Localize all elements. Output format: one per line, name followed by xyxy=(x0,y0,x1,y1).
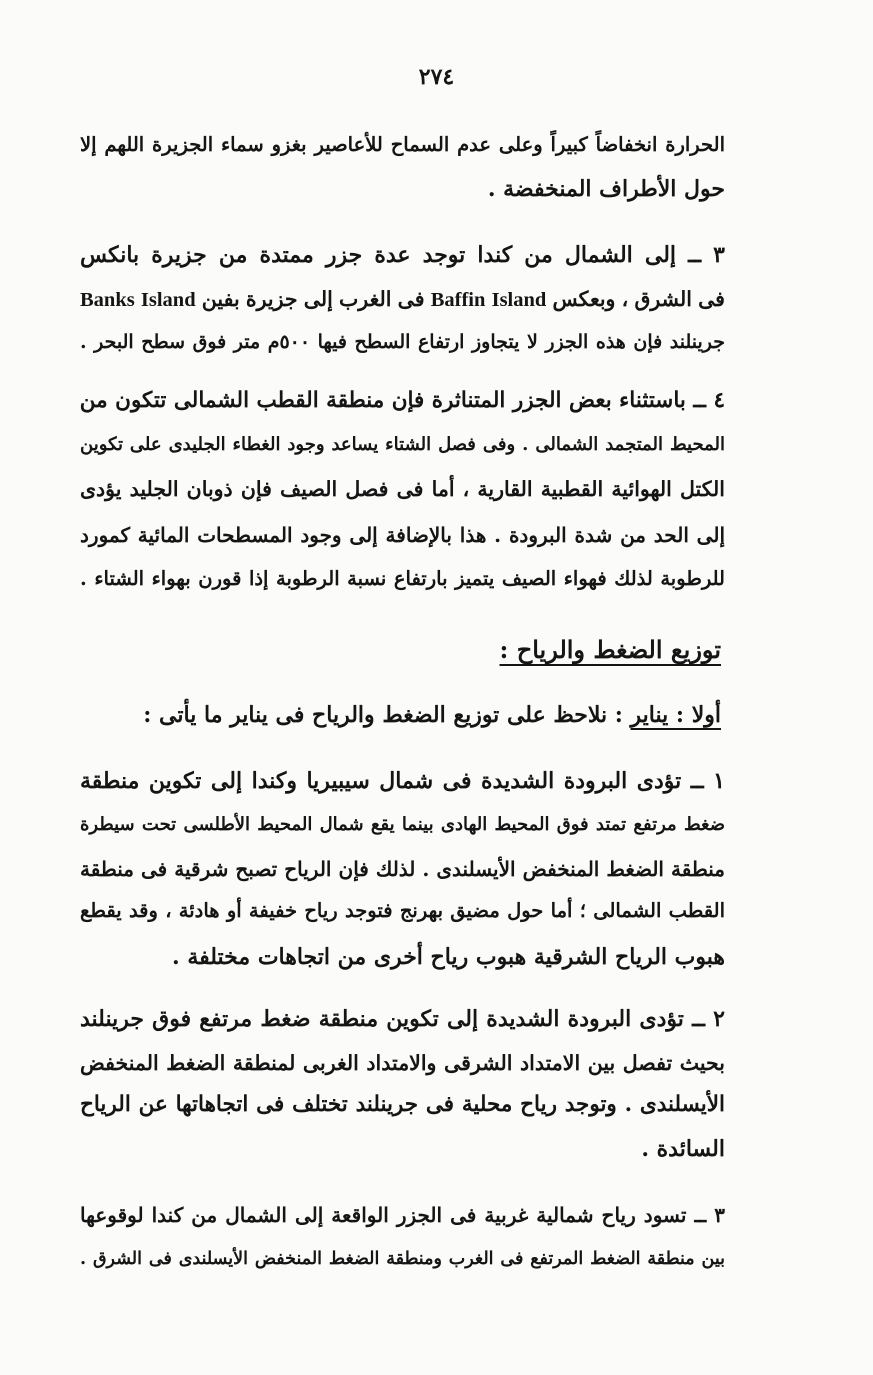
latin-term: Banks Island فى الغرب إلى جزيرة بفين Baffin Island فى الشرق ، وبعكس xyxy=(80,289,725,311)
text-line: جرينلند فإن هذه الجزر لا يتجاوز ارتفاع السطح فيها ٥٠٠م متر فوق سطح البحر . xyxy=(80,331,725,353)
text-line xyxy=(80,280,725,319)
january-heading xyxy=(143,696,721,734)
text-line: حول الأطراف المنخفضة . xyxy=(487,176,725,202)
january-intro: : نلاحظ على توزيع الضغط والرياح فى يناير ما يأتى : xyxy=(143,702,631,728)
text-line: ٣ ــ إلى الشمال من كندا توجد عدة جزر ممتدة من جزيرة بانكس xyxy=(80,242,725,268)
text-line: الكتل الهوائية القطبية القارية ، أما فى فصل الصيف فإن ذوبان الجليد يؤدى xyxy=(80,477,725,501)
text-line: هبوب الرياح الشرقية هبوب رياح أخرى من اتجاهات مختلفة . xyxy=(172,944,725,970)
text-line: المحيط المتجمد الشمالى . وفى فصل الشتاء يساعد وجود الغطاء الجليدى على تكوين xyxy=(80,434,725,455)
text-line: الحرارة انخفاضاً كبيراً وعلى عدم السماح للأعاصير بغزو سماء الجزيرة اللهم إلا xyxy=(80,133,725,156)
section-heading: توزيع الضغط والرياح : xyxy=(499,635,721,664)
text-line: السائدة . xyxy=(641,1136,725,1162)
text-line: القطب الشمالى ؛ أما حول مضيق بهرنج فتوجد رياح خفيفة أو هادئة ، وقد يقطع xyxy=(80,899,725,922)
text-line: الأيسلندى . وتوجد رياح محلية فى جرينلند تختلف فى اتجاهاتها عن الرياح xyxy=(80,1092,725,1117)
text-line: ٤ ــ باستثناء بعض الجزر المتناثرة فإن منطقة القطب الشمالى تتكون من xyxy=(80,388,725,413)
text-line: بحيث تفصل بين الامتداد الشرقى والامتداد الغربى لمنطقة الضغط المنخفض xyxy=(80,1051,725,1075)
text-line: ٣ ــ تسود رياح شمالية غربية فى الجزر الواقعة إلى الشمال من كندا لوقوعها xyxy=(80,1203,725,1227)
text-line: ١ ــ تؤدى البرودة الشديدة فى شمال سيبيريا وكندا إلى تكوين منطقة xyxy=(80,768,725,794)
text-line: بين منطقة الضغط المرتفع فى الغرب ومنطقة الضغط المنخفض الأيسلندى فى الشرق . xyxy=(80,1249,725,1269)
january-label: أولا : يناير xyxy=(630,702,721,728)
text-line: إلى الحد من شدة البرودة . هذا بالإضافة إلى وجود المسطحات المائية كمورد xyxy=(80,523,725,547)
text-line: ٢ ــ تؤدى البرودة الشديدة إلى تكوين منطقة ضغط مرتفع فوق جرينلند xyxy=(80,1006,725,1032)
text-line: ضغط مرتفع تمتد فوق المحيط الهادى بينما يقع شمال المحيط الأطلسى تحت سيطرة xyxy=(80,814,725,835)
text-line: منطقة الضغط المنخفض الأيسلندى . لذلك فإن الرياح تصبح شرقية فى منطقة xyxy=(80,857,725,881)
page-number: ٢٧٤ xyxy=(418,64,455,90)
text-line: للرطوبة لذلك فهواء الصيف يتميز بارتفاع نسبة الرطوبة إذا قورن بهواء الشتاء . xyxy=(80,567,725,590)
